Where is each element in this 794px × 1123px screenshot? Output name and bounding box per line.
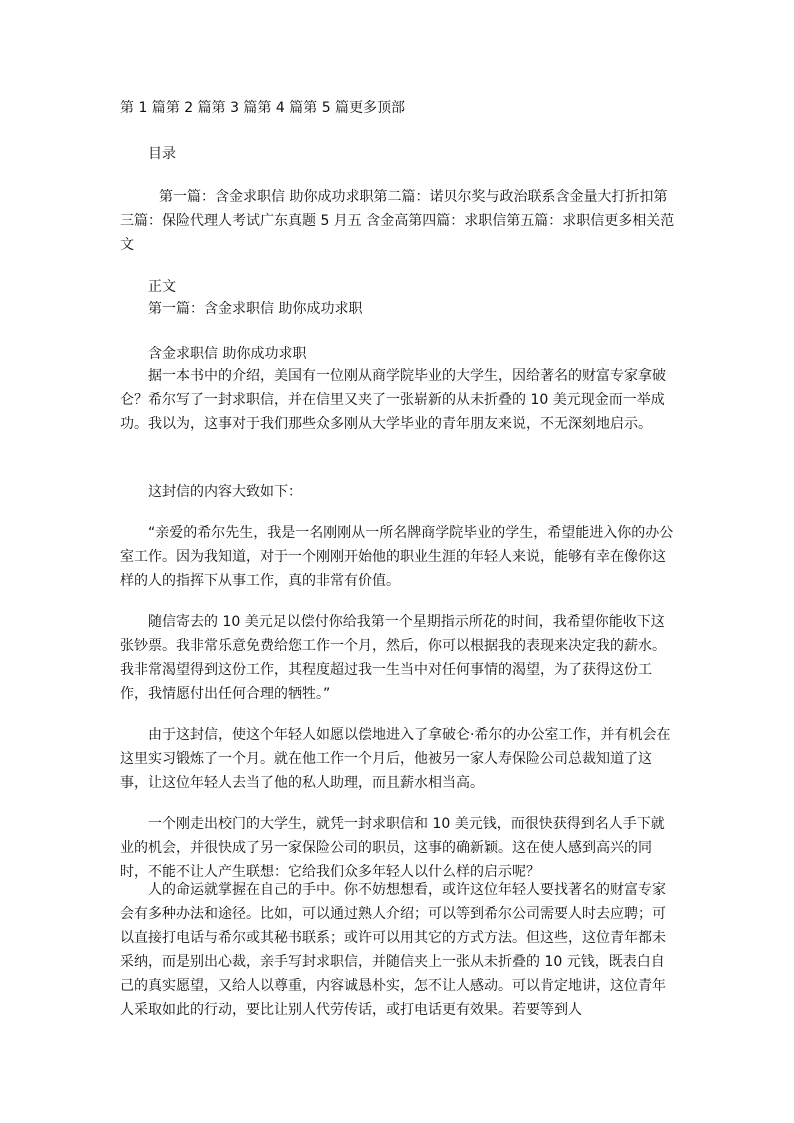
- toc-text: 第一篇：含金求职信 助你成功求职第二篇：诺贝尔奖与政治联系含金量大打折扣第三篇：保险代理人考试广东真题 5 月五 含金高第四篇：求职信第五篇：求职信更多相关范文: [120, 189, 675, 253]
- nav-link-article-3[interactable]: 第 3 篇: [211, 100, 258, 116]
- paragraph-2: 这封信的内容大致如下：: [148, 484, 302, 500]
- paragraph-5: 由于这封信，使这个年轻人如愿以偿地进入了拿破仑·希尔的办公室工作，并有机会在这里实习锻炼了一个月。就在他工作一个月后，他被另一家人寿保险公司总裁知道了这事，让这位年轻人去当了他的私人助理，而且薪水相当高。: [120, 727, 671, 791]
- nav-link-top[interactable]: 顶部: [377, 100, 406, 116]
- article-navigation: [120, 97, 405, 119]
- paragraph-6: 一个刚走出校门的大学生，就凭一封求职信和 10 美元钱，而很快获得到名人手下就业的机会，并很快成了另一家保险公司的职员，这事的确新颖。这在使人感到高兴的同时，不能不让人产生联想：它给我们众多年轻人以什么样的启示呢？: [120, 816, 665, 880]
- nav-link-article-4[interactable]: 第 4 篇: [257, 100, 304, 116]
- article-title: 第一篇：含金求职信 助你成功求职: [148, 301, 363, 317]
- body-label: 正文: [148, 279, 176, 295]
- nav-link-article-5[interactable]: 第 5 篇: [303, 100, 350, 116]
- paragraph-3: “亲爱的希尔先生，我是一名刚刚从一所名牌商学院毕业的学生，希望能进入你的办公室工作。因为我知道，对于一个刚刚开始他的职业生涯的年轻人来说，能够有幸在像你这样的人的指挥下从事工作，真的非常有价值。: [120, 525, 674, 589]
- article-subtitle: 含金求职信 助你成功求职: [148, 346, 307, 362]
- nav-link-article-1[interactable]: 第 1 篇: [120, 100, 166, 116]
- nav-link-more[interactable]: 更多: [349, 100, 378, 116]
- paragraph-1: 据一本书中的介绍，美国有一位刚从商学院毕业的大学生，因给著名的财富专家拿破仑？希尔写了一封求职信，并在信里又夹了一张崭新的从未折叠的 10 美元现金而一举成功。我以为，这事对于我们那些众多刚从大学毕业的青年朋友来说，不无深刻地启示。: [120, 368, 666, 432]
- toc-title: 目录: [148, 146, 176, 162]
- nav-link-article-2[interactable]: 第 2 篇: [165, 100, 212, 116]
- paragraph-7: 人的命运就掌握在自己的手中。你不妨想想看，或许这位年轻人要找著名的财富专家会有多种办法和途径。比如，可以通过熟人介绍；可以等到希尔公司需要人时去应聘；可以直接打电话与希尔或其秘书联系；或许可以用其它的方式方法。但这些，这位青年都未采纳，而是别出心裁，亲手写封求职信，并随信夹上一张从未折叠的 10 元钱，既表白自己的真实愿望，又给人以尊重，内容诚恳朴实，怎不让人感动。可以肯定地讲，这位青年人采取如此的行动，要比让别人代劳传话，或打电话更有效果。若要等到人: [120, 882, 666, 1018]
- paragraph-4: 随信寄去的 10 美元足以偿付你给我第一个星期指示所花的时间，我希望你能收下这张钞票。我非常乐意免费给您工作一个月，然后，你可以根据我的表现来决定我的薪水。我非常渴望得到这份工作，其程度超过我一生当中对任何事情的渴望，为了获得这份工作，我情愿付出任何合理的牺牲。”: [120, 614, 666, 702]
